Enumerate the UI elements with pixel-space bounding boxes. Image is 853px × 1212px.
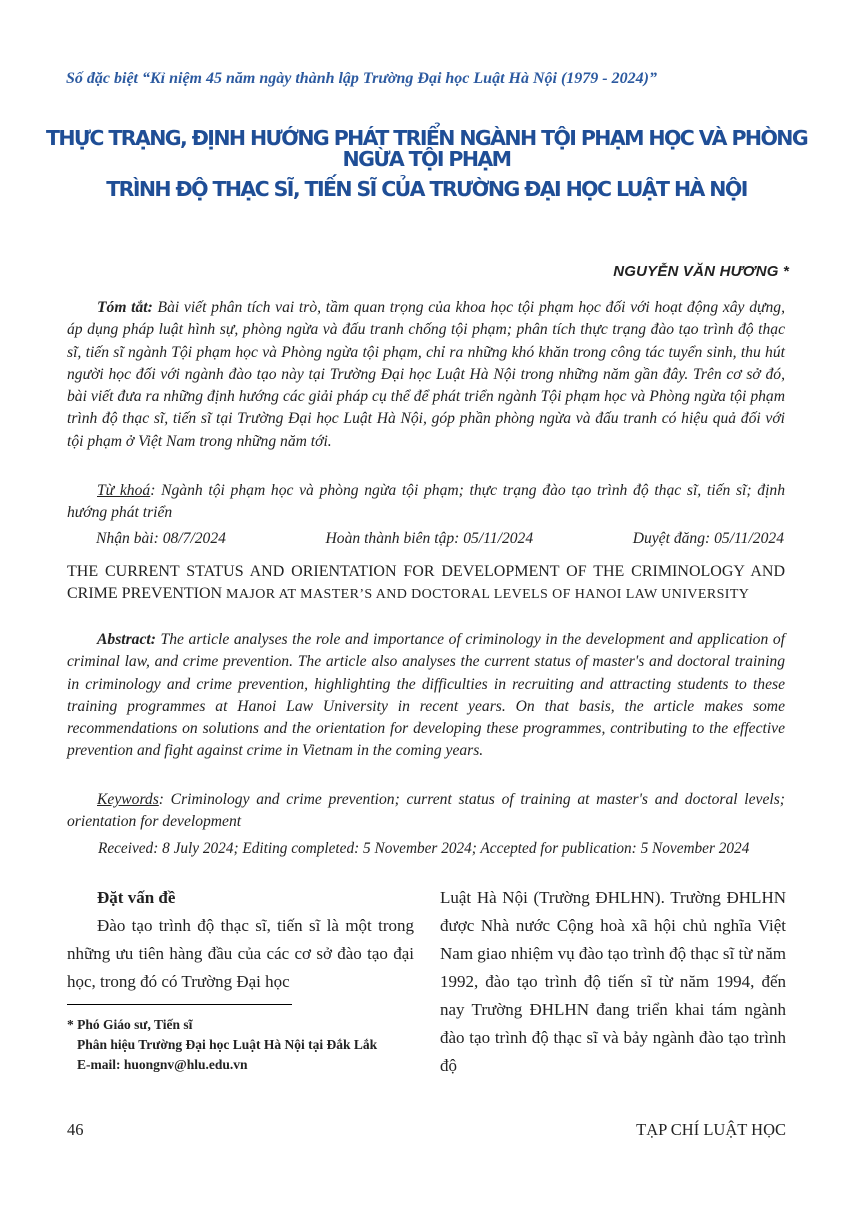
footnote-line1: * Phó Giáo sư, Tiến sĩ (67, 1017, 193, 1032)
summary-text: Bài viết phân tích vai trò, tầm quan trọng của khoa học tội phạm học đối với hoạt động xây dựng, áp dụng pháp luật hình sự, phòng ngừa và đấu tranh chống tội phạm; phân tích thực trạng đào tạo trình độ thạc sĩ, tiến sĩ ngành Tội phạm học và Phòng ngừa tội phạm, chỉ ra những khó khăn trong công tác tuyển sinh, thu hút người học đối với ngành đào tạo này tại Trường Đại học Luật Hà Nội trong những năm gần đây. Trên cơ sở đó, bài viết đưa ra những định hướng các giải pháp cụ thể để phát triển ngành Tội phạm học và Phòng ngừa tội phạm trình độ thạc sĩ, tiến sĩ tại Trường Đại học Luật Hà Nội, góp phần phòng ngừa và đấu tranh có hiệu quả đối với tội phạm ở Việt Nam trong những năm tới. (67, 299, 785, 450)
edited-date-vi: Hoàn thành biên tập: 05/11/2024 (325, 530, 534, 547)
abstract-text: The article analyses the role and importance of criminology in the development and application of criminal law, and crime prevention. The article also analyses the current status of master's and doctoral training in criminology and crime prevention, highlighting the difficulties in recruiting and attracting students to these training programmes at Hanoi Law University in recent years. On that basis, the article makes some recommendations on solutions and the orientation for developing these programmes, contributing to the effective prevention and fight against crime in Vietnam in the coming years. (67, 631, 785, 760)
journal-name: TẠP CHÍ LUẬT HỌC (636, 1120, 786, 1139)
footnote-email: E-mail: huongnv@hlu.edu.vn (77, 1057, 248, 1072)
page-number: 46 (67, 1120, 84, 1139)
keywords-en-label: Keywords (97, 791, 159, 808)
summary-label: Tóm tắt: (97, 299, 153, 316)
english-title (67, 561, 785, 606)
keywords-vi-text: : Ngành tội phạm học và phòng ngừa tội phạm; thực trạng đào tạo trình độ thạc sĩ, tiến sĩ; định hướng phát triển (67, 482, 786, 522)
section-heading: Đặt vấn đề (97, 888, 176, 907)
dates-vi (96, 530, 784, 548)
special-issue-header: Số đặc biệt “Kỉ niệm 45 năm ngày thành lập Trường Đại học Luật Hà Nội (1979 - 2024)” (66, 70, 657, 87)
keywords-vi (67, 480, 785, 525)
received-date-vi: Nhận bài: 08/7/2024 (96, 530, 226, 547)
abstract-paragraph (67, 629, 785, 763)
article-title-line1: THỰC TRẠNG, ĐỊNH HƯỚNG PHÁT TRIỂN NGÀNH TỘI PHẠM HỌC VÀ PHÒNG NGỪA TỘI PHẠM (45, 126, 808, 171)
author-name: NGUYỄN VĂN HƯƠNG * (613, 263, 789, 280)
keywords-en (67, 789, 785, 834)
english-title-part2: MAJOR AT MASTER’S AND DOCTORAL LEVELS OF HANOI LAW UNIVERSITY (222, 587, 750, 602)
body-left-text: Đào tạo trình độ thạc sĩ, tiến sĩ là một trong những ưu tiên hàng đầu của các cơ sở đào tạo đại học, trong đó có Trường Đại học (67, 916, 414, 991)
summary-paragraph (67, 297, 785, 453)
body-right-column: Luật Hà Nội (Trường ĐHLHN). Trường ĐHLHN được Nhà nước Cộng hoà xã hội chủ nghĩa Việt Nam giao nhiệm vụ đào tạo trình độ thạc sĩ từ năm 1992, đào tạo trình độ tiến sĩ từ năm 1994, đến nay Trường ĐHLHN đang triển khai tám ngành đào tạo trình độ thạc sĩ và bảy ngành đào tạo trình độ (440, 888, 786, 1075)
footnote-divider (67, 1004, 292, 1005)
received-en: Received: 8 July 2024; Editing completed: 5 November 2024; Accepted for publication: 5 November 2024 (98, 840, 750, 857)
english-title-part1: THE CURRENT STATUS AND ORIENTATION FOR DEVELOPMENT OF THE CRIMINOLOGY AND CRIME PREVENTION (67, 563, 785, 602)
keywords-vi-label: Từ khoá (97, 482, 151, 499)
article-title-line2: TRÌNH ĐỘ THẠC SĨ, TIẾN SĨ CỦA TRƯỜNG ĐẠI HỌC LUẬT HÀ NỘI (106, 177, 747, 201)
footnote-line2: Phân hiệu Trường Đại học Luật Hà Nội tại Đắk Lắk (77, 1037, 378, 1052)
keywords-en-text: : Criminology and crime prevention; current status of training at master's and doctoral levels; orientation for development (67, 791, 785, 831)
body-left-column (67, 884, 414, 996)
accepted-date-vi: Duyệt đăng: 05/11/2024 (632, 530, 784, 547)
abstract-label: Abstract: (97, 631, 156, 648)
